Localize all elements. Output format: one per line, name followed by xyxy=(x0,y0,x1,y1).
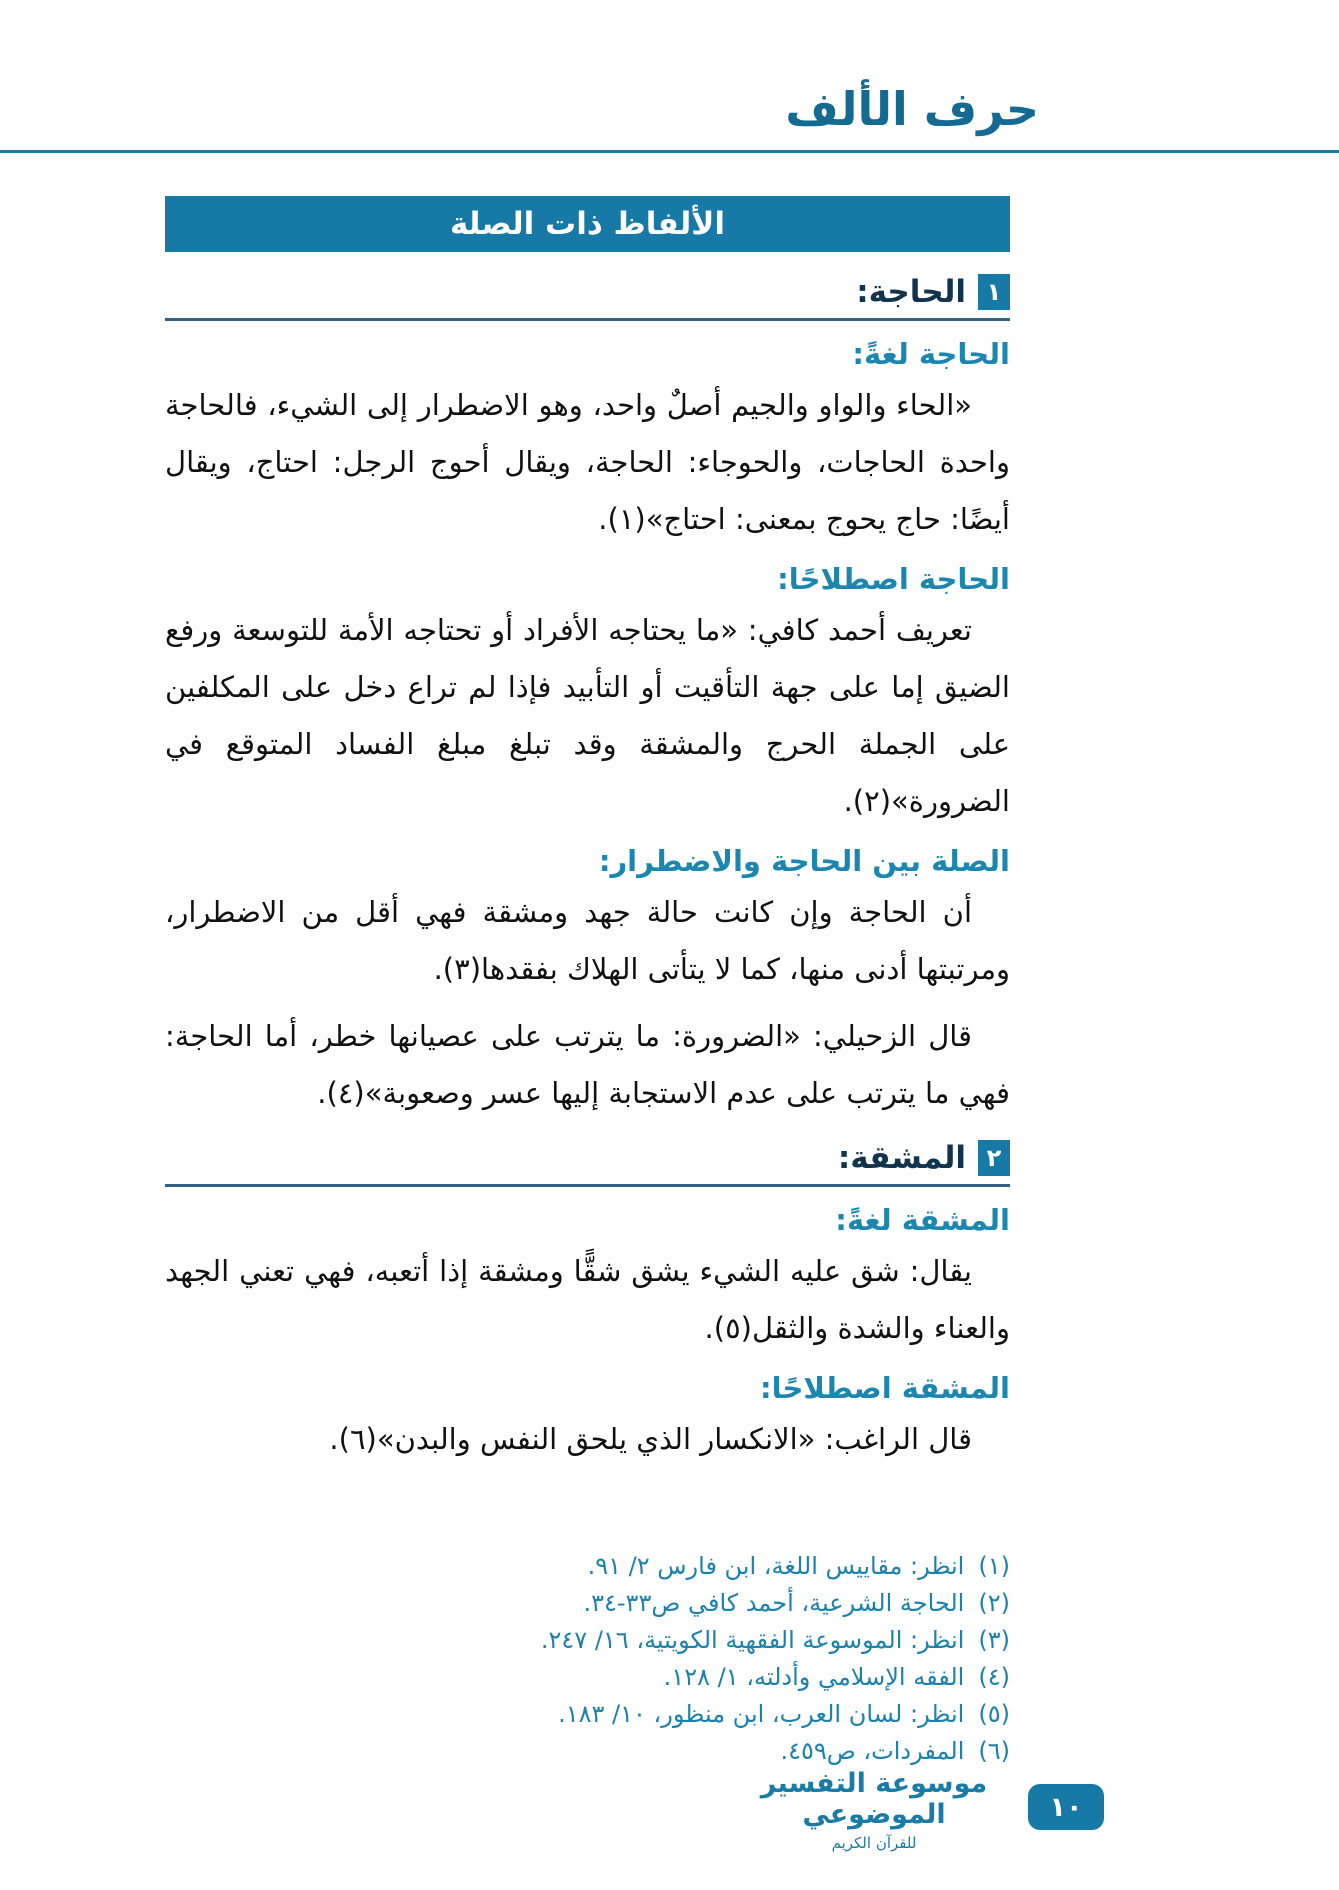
subheading-mashaqa-lugha: المشقة لغةً: xyxy=(835,1203,1010,1237)
page-content xyxy=(165,196,1010,1478)
footnote-text: انظر: مقاييس اللغة، ابن فارس ٢/ ٩١. xyxy=(587,1552,965,1580)
publisher-logo xyxy=(749,1768,999,1852)
footnote-number: (٤) xyxy=(978,1663,1010,1691)
section-title: المشقة: xyxy=(837,1140,966,1176)
paragraph: «الحاء والواو والجيم أصلٌ واحد، وهو الاضطرار إلى الشيء، فالحاجة واحدة الحاجات، والحوجاء: الحاجة، ويقال أحوج الرجل: احتاج، ويقال أيضًا: حاج يحوج بمعنى: احتاج»(١). xyxy=(165,388,1010,536)
footnote-number: (٥) xyxy=(978,1700,1010,1728)
footnote xyxy=(165,1696,1010,1733)
related-terms-title-bar xyxy=(165,196,1010,252)
footnote-text: انظر: الموسوعة الفقهية الكويتية، ١٦/ ٢٤٧. xyxy=(540,1626,965,1654)
subheading-haja-lugha: الحاجة لغةً: xyxy=(852,337,1010,371)
section-gap xyxy=(165,1132,1010,1140)
footnote-text: الحاجة الشرعية، أحمد كافي ص٣٣-٣٤. xyxy=(583,1589,965,1617)
footnotes-block xyxy=(165,1548,1010,1770)
header-divider xyxy=(0,150,1339,153)
logo-title: موسوعة التفسير الموضوعي xyxy=(760,1768,988,1830)
footnote-number: (٣) xyxy=(978,1626,1010,1654)
footnote xyxy=(165,1548,1010,1585)
section-number-badge: ٢ xyxy=(978,1140,1010,1176)
subheading-mashaqa-istilah: المشقة اصطلاحًا: xyxy=(760,1371,1010,1405)
page-number-badge xyxy=(1028,1784,1104,1830)
paragraph: يقال: شق عليه الشيء يشق شقًّا ومشقة إذا أتعبه، فهي تعني الجهد والعناء والشدة والثقل(٥). xyxy=(165,1254,1010,1345)
page-number: ١٠ xyxy=(1049,1791,1083,1823)
subheading-sila-haja-idtirar: الصلة بين الحاجة والاضطرار: xyxy=(598,844,1010,878)
section-header-1 xyxy=(165,274,1010,310)
paragraph: قال الراغب: «الانكسار الذي يلحق النفس والبدن»(٦). xyxy=(329,1422,972,1456)
title-bar-label: الألفاظ ذات الصلة xyxy=(449,206,726,242)
subheading-haja-istilah: الحاجة اصطلاحًا: xyxy=(777,562,1010,596)
footnote-text: المفردات، ص٤٥٩. xyxy=(780,1737,965,1765)
footnote-number: (٢) xyxy=(978,1589,1010,1617)
section-divider xyxy=(165,1184,1010,1187)
footnote-number: (٦) xyxy=(978,1737,1010,1765)
footnote xyxy=(165,1659,1010,1696)
section-number-badge: ١ xyxy=(978,274,1010,310)
footnote-text: الفقه الإسلامي وأدلته، ١/ ١٢٨. xyxy=(663,1663,965,1691)
footnote-text: انظر: لسان العرب، ابن منظور، ١٠/ ١٨٣. xyxy=(558,1700,965,1728)
paragraph: تعريف أحمد كافي: «ما يحتاجه الأفراد أو تحتاجه الأمة للتوسعة ورفع الضيق إما على جهة التأقيت أو التأبيد فإذا لم تراع دخل على المكلفين على الجملة الحرج والمشقة وقد تبلغ مبلغ الفساد المتوقع في الضرورة»(٢). xyxy=(165,613,1010,818)
logo-subtitle: للقرآن الكريم xyxy=(831,1834,917,1852)
footnote-number: (١) xyxy=(978,1552,1010,1580)
paragraph: أن الحاجة وإن كانت حالة جهد ومشقة فهي أقل من الاضطرار، ومرتبتها أدنى منها، كما لا يتأتى الهلاك بفقدها(٣). xyxy=(165,895,1010,986)
footnote xyxy=(165,1585,1010,1622)
footnote xyxy=(165,1622,1010,1659)
footnote xyxy=(165,1733,1010,1770)
section-title: الحاجة: xyxy=(856,274,966,310)
section-divider xyxy=(165,318,1010,321)
paragraph: قال الزحيلي: «الضرورة: ما يترتب على عصيانها خطر، أما الحاجة: فهي ما يترتب على عدم الاستجابة إليها عسر وصعوبة»(٤). xyxy=(165,1019,1010,1110)
chapter-title: حرف الألف xyxy=(785,82,1039,136)
section-header-2 xyxy=(165,1140,1010,1176)
